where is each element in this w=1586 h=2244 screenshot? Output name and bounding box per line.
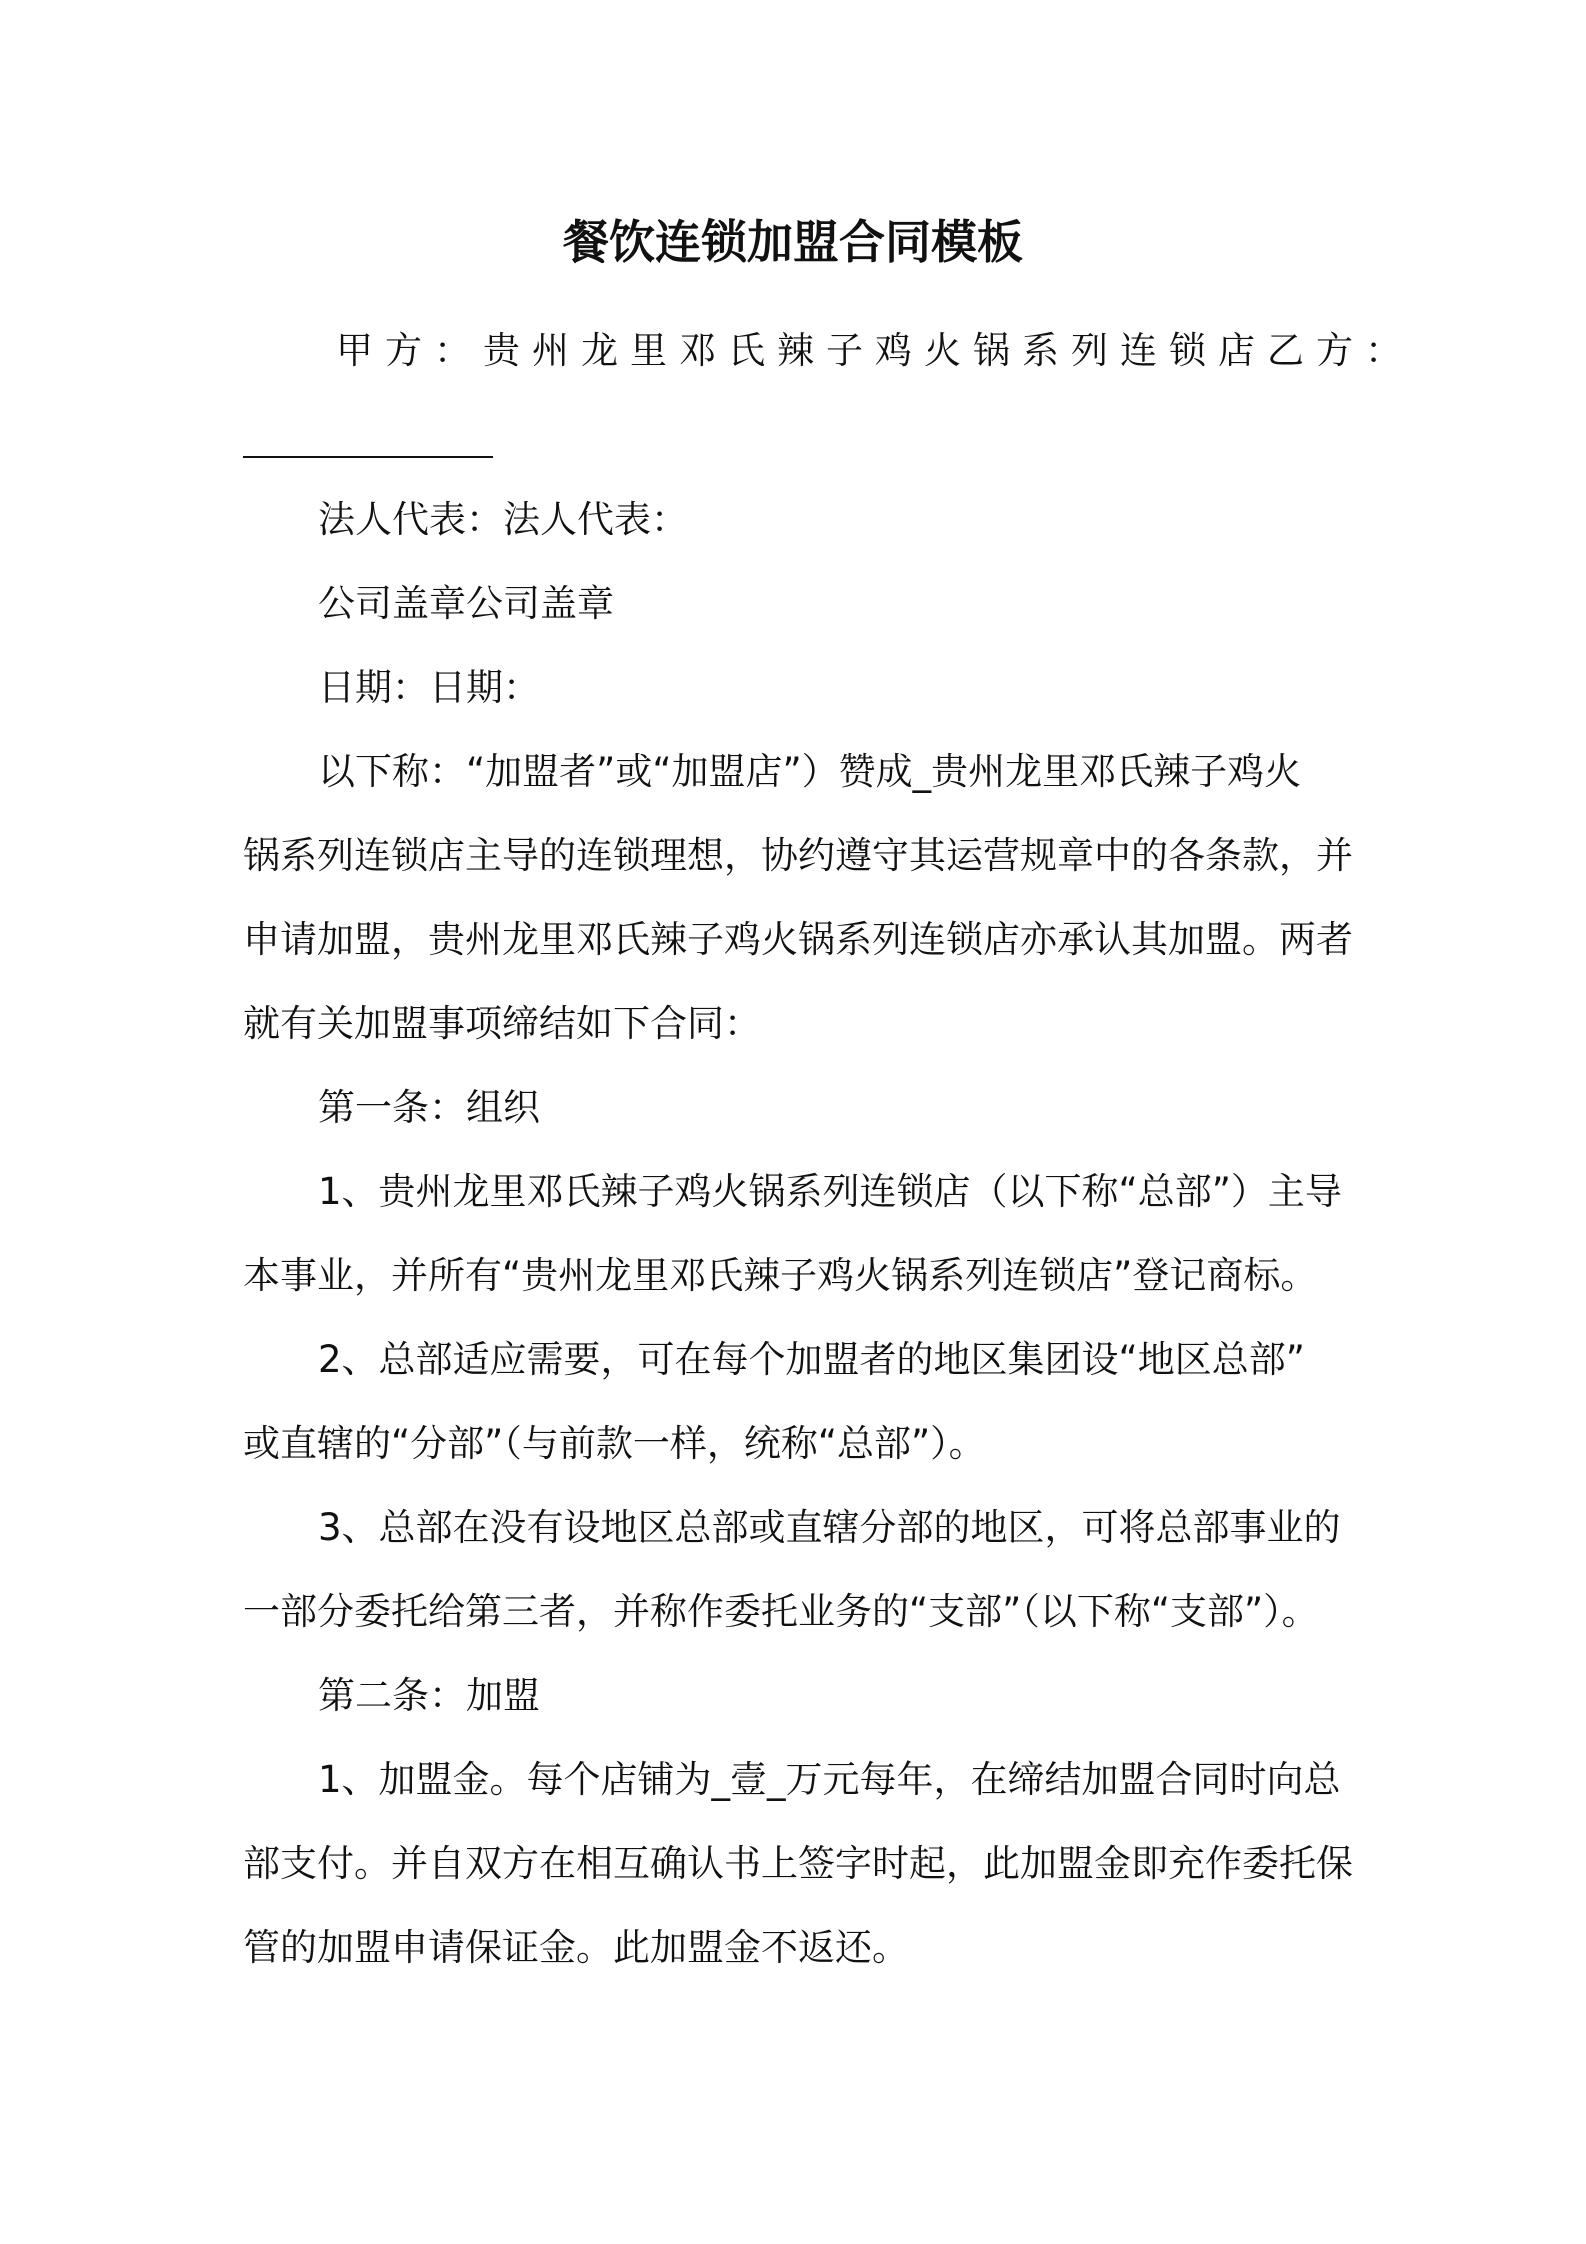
paragraph-line: 或直辖的“分部”（与前款一样，统称“总部”）。 <box>243 1422 986 1465</box>
date-line: 日期：日期： <box>318 666 540 709</box>
legal-rep-line: 法人代表：法人代表： <box>318 498 688 541</box>
paragraph-line: 2、总部适应需要，可在每个加盟者的地区集团设“地区总部” <box>318 1338 1305 1381</box>
paragraph-line: 3、总部在没有设地区总部或直辖分部的地区，可将总部事业的 <box>318 1506 1341 1549</box>
article-heading: 第一条：组织 <box>318 1086 540 1129</box>
article-heading: 第二条：加盟 <box>318 1674 540 1717</box>
party-line: 甲方：贵州龙里邓氏辣子鸡火锅系列连锁店乙方： <box>336 329 1414 372</box>
company-seal-line: 公司盖章公司盖章 <box>318 582 614 625</box>
signature-blank-line <box>243 456 493 458</box>
paragraph-line: 就有关加盟事项缔结如下合同： <box>243 1002 761 1045</box>
paragraph-line: 以下称：“加盟者”或“加盟店”）赞成_贵州龙里邓氏辣子鸡火 <box>318 750 1302 793</box>
paragraph-line: 部支付。并自双方在相互确认书上签字时起，此加盟金即充作委托保 <box>243 1842 1353 1885</box>
paragraph-line: 锅系列连锁店主导的连锁理想，协约遵守其运营规章中的各条款，并 <box>243 834 1353 877</box>
paragraph-line: 1、加盟金。每个店铺为_壹_万元每年，在缔结加盟合同时向总 <box>318 1758 1341 1801</box>
paragraph-line: 一部分委托给第三者，并称作委托业务的“支部”（以下称“支部”）。 <box>243 1590 1319 1633</box>
paragraph-line: 申请加盟，贵州龙里邓氏辣子鸡火锅系列连锁店亦承认其加盟。两者 <box>243 918 1353 961</box>
paragraph-line: 管的加盟申请保证金。此加盟金不返还。 <box>243 1926 909 1969</box>
document-title: 餐饮连锁加盟合同模板 <box>563 215 1023 269</box>
paragraph-line: 1、贵州龙里邓氏辣子鸡火锅系列连锁店（以下称“总部”）主导 <box>318 1170 1342 1213</box>
paragraph-line: 本事业，并所有“贵州龙里邓氏辣子鸡火锅系列连锁店”登记商标。 <box>243 1254 1318 1297</box>
